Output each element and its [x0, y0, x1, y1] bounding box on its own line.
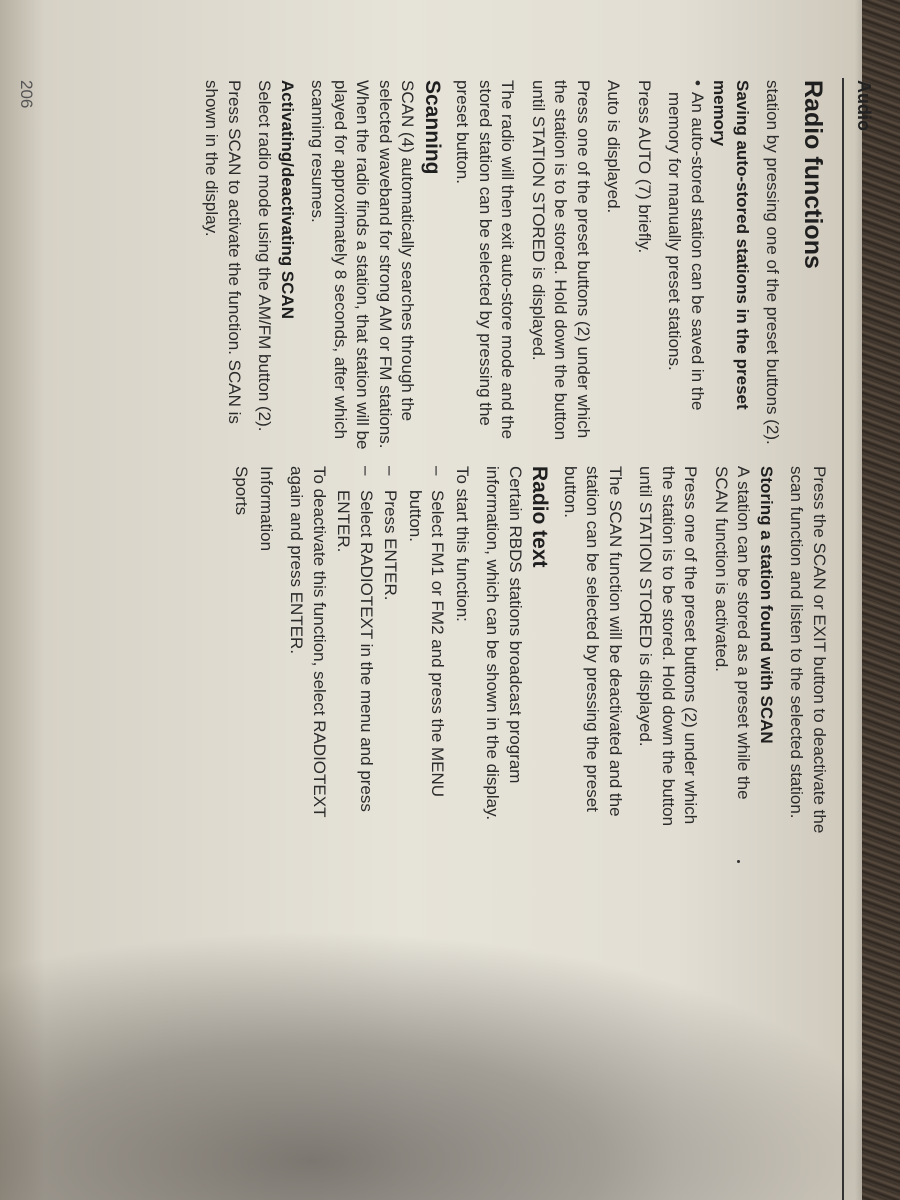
left-column: [192, 80, 830, 450]
dash-icon: –: [381, 466, 401, 476]
press-scan-text: Press SCAN to activate the function. SCAN is shown in the display.: [202, 80, 244, 424]
activating-heading: Activating/deactivating SCAN: [278, 80, 297, 319]
start-function-text: To start this function:: [453, 466, 472, 622]
speck: [737, 860, 740, 863]
sports-label: Sports: [232, 466, 252, 516]
exit-auto-text: The radio will then exit auto-store mode and the stored station can be selected by pressing the preset button.: [453, 80, 518, 440]
bullet-icon: •: [688, 80, 707, 86]
right-press-preset-text: Press one of the preset buttons (2) under which the station is to be stored. Hold down the button until STATION STORED is displayed.: [636, 466, 701, 827]
header-rule: [842, 78, 844, 1200]
deactivate-text: Press the SCAN or EXIT button to deactivate the scan function and listen to the selected station.: [787, 466, 829, 834]
deactivate-function-text: To deactivate this function, select RADIOTEXT again and press ENTER.: [287, 466, 329, 818]
step1-text: Select FM1 or FM2 and press the MENU button.: [406, 490, 448, 798]
auto-displayed-text: Auto is displayed.: [604, 80, 624, 214]
section-label: Audio: [854, 80, 874, 131]
step-item: [379, 466, 402, 846]
storing-text: A station can be stored as a preset while the SCAN function is activated.: [712, 466, 754, 800]
step-item: [332, 466, 377, 846]
step-item: [404, 466, 449, 846]
saving-bullet: [663, 80, 708, 450]
scanning-heading: Scanning: [421, 80, 444, 175]
step3-text: Select RADIOTEXT in the menu and press ENTER.: [334, 490, 376, 812]
press-auto-text: Press AUTO (7) briefly.: [635, 80, 654, 254]
activating-text: Select radio mode using the AM/FM button (2).: [255, 80, 275, 432]
page-title: Radio functions: [799, 80, 827, 269]
dash-icon: –: [357, 466, 376, 476]
scanning-text: SCAN (4) automatically searches through the selected waveband for strong AM or FM stations. When the radio finds a station, that station will be played for approximately 8 seconds, after which scanning resumes.: [308, 80, 418, 450]
intro-text: station by pressing one of the preset buttons (2).: [763, 80, 783, 445]
press-preset-text: Press one of the preset buttons (2) under which the station is to be stored. Hold down the button until STATION STORED is displayed.: [529, 80, 593, 441]
radiotext-intro: Certain RBDS stations broadcast program information, which can be shown in the display.: [483, 466, 525, 821]
scan-deactivated-text: The SCAN function will be deactivated and the station can be selected by pressing the preset button.: [561, 466, 625, 817]
saving-bullet-text: An auto-stored station can be saved in the memory for manually preset stations.: [665, 92, 707, 411]
step2-text: Press ENTER.: [381, 490, 401, 601]
page-number: 206: [17, 80, 36, 109]
info-label: Information: [257, 466, 276, 552]
right-column: [228, 466, 830, 846]
radiotext-heading: Radio text: [528, 466, 552, 568]
dash-icon: –: [428, 466, 448, 476]
saving-heading: Saving auto-stored stations in the preset memory: [710, 80, 752, 410]
storing-heading: Storing a station found with SCAN: [757, 466, 776, 744]
